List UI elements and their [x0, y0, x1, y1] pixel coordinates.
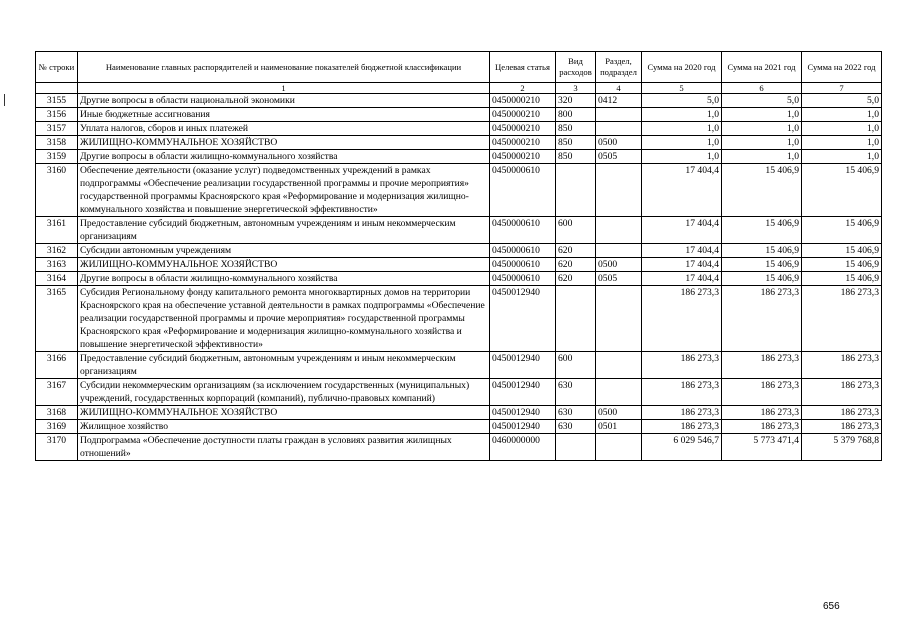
- header-sum-2021: Сумма на 2021 год: [722, 52, 802, 83]
- row-expense-type-cell: 620: [556, 244, 596, 258]
- row-sum-2020-cell: 186 273,3: [642, 286, 722, 352]
- row-expense-type-cell: 600: [556, 352, 596, 379]
- row-name-cell: Субсидия Региональному фонду капитального ремонта многоквартирных домов на территории Красноярского края на обеспечение уставной деятельности в рамках подпрограммы «Обеспечение реализации государственной программы и прочие мероприятия» государственной программы Красноярского края «Реформирование и модернизация жилищно-коммунального хозяйства и повышение энергетической эффективности»: [78, 286, 490, 352]
- index-cell: 6: [722, 83, 802, 94]
- row-target-article-cell: 0450000210: [490, 136, 556, 150]
- row-target-article-cell: 0450000610: [490, 217, 556, 244]
- row-sum-2021-cell: 15 406,9: [722, 272, 802, 286]
- row-sum-2020-cell: 186 273,3: [642, 352, 722, 379]
- row-section-cell: [596, 244, 642, 258]
- row-name-cell: Подпрограмма «Обеспечение доступности платы граждан в условиях развития жилищных отношений»: [78, 434, 490, 461]
- row-expense-type-cell: 600: [556, 217, 596, 244]
- row-name-cell: ЖИЛИЩНО-КОММУНАЛЬНОЕ ХОЗЯЙСТВО: [78, 406, 490, 420]
- row-target-article-cell: 0450012940: [490, 420, 556, 434]
- row-name-cell: ЖИЛИЩНО-КОММУНАЛЬНОЕ ХОЗЯЙСТВО: [78, 136, 490, 150]
- row-number-cell: 3164: [36, 272, 78, 286]
- row-sum-2021-cell: 15 406,9: [722, 258, 802, 272]
- table-row: [36, 272, 882, 286]
- row-number-cell: 3159: [36, 150, 78, 164]
- row-section-cell: 0412: [596, 94, 642, 108]
- row-sum-2020-cell: 5,0: [642, 94, 722, 108]
- margin-mark: [4, 94, 5, 106]
- row-sum-2022-cell: 1,0: [802, 122, 882, 136]
- row-number-cell: 3161: [36, 217, 78, 244]
- row-number-cell: 3166: [36, 352, 78, 379]
- row-target-article-cell: 0450012940: [490, 286, 556, 352]
- row-sum-2020-cell: 1,0: [642, 108, 722, 122]
- index-cell: 3: [556, 83, 596, 94]
- row-name-cell: Другие вопросы в области жилищно-коммунального хозяйства: [78, 272, 490, 286]
- row-number-cell: 3163: [36, 258, 78, 272]
- row-expense-type-cell: 630: [556, 420, 596, 434]
- table-row: [36, 108, 882, 122]
- row-section-cell: 0505: [596, 150, 642, 164]
- row-target-article-cell: 0450000610: [490, 244, 556, 258]
- row-sum-2020-cell: 17 404,4: [642, 272, 722, 286]
- row-target-article-cell: 0450012940: [490, 379, 556, 406]
- header-row: [36, 52, 882, 83]
- header-target-article: Целевая статья: [490, 52, 556, 83]
- row-expense-type-cell: 630: [556, 406, 596, 420]
- header-row-number: № строки: [36, 52, 78, 83]
- row-sum-2022-cell: 186 273,3: [802, 420, 882, 434]
- row-sum-2021-cell: 5 773 471,4: [722, 434, 802, 461]
- row-number-cell: 3156: [36, 108, 78, 122]
- row-name-cell: Субсидии автономным учреждениям: [78, 244, 490, 258]
- row-target-article-cell: 0450000610: [490, 164, 556, 217]
- table-row: [36, 94, 882, 108]
- row-sum-2022-cell: 1,0: [802, 136, 882, 150]
- row-target-article-cell: 0450000210: [490, 94, 556, 108]
- row-target-article-cell: 0450000610: [490, 272, 556, 286]
- index-cell: 1: [78, 83, 490, 94]
- row-sum-2020-cell: 17 404,4: [642, 244, 722, 258]
- row-name-cell: ЖИЛИЩНО-КОММУНАЛЬНОЕ ХОЗЯЙСТВО: [78, 258, 490, 272]
- row-expense-type-cell: [556, 286, 596, 352]
- row-sum-2020-cell: 186 273,3: [642, 406, 722, 420]
- row-number-cell: 3168: [36, 406, 78, 420]
- row-expense-type-cell: 320: [556, 94, 596, 108]
- row-number-cell: 3170: [36, 434, 78, 461]
- row-sum-2020-cell: 1,0: [642, 122, 722, 136]
- row-sum-2021-cell: 186 273,3: [722, 406, 802, 420]
- index-cell: [36, 83, 78, 94]
- row-name-cell: Предоставление субсидий бюджетным, автономным учреждениям и иным некоммерческим организациям: [78, 217, 490, 244]
- table-row: [36, 434, 882, 461]
- row-sum-2022-cell: 15 406,9: [802, 217, 882, 244]
- index-cell: 7: [802, 83, 882, 94]
- row-name-cell: Предоставление субсидий бюджетным, автономным учреждениям и иным некоммерческим организациям: [78, 352, 490, 379]
- row-sum-2021-cell: 15 406,9: [722, 164, 802, 217]
- row-number-cell: 3157: [36, 122, 78, 136]
- row-expense-type-cell: 800: [556, 108, 596, 122]
- row-target-article-cell: 0450012940: [490, 406, 556, 420]
- row-number-cell: 3167: [36, 379, 78, 406]
- row-sum-2022-cell: 186 273,3: [802, 352, 882, 379]
- row-sum-2020-cell: 1,0: [642, 150, 722, 164]
- row-sum-2021-cell: 186 273,3: [722, 352, 802, 379]
- row-sum-2022-cell: 15 406,9: [802, 244, 882, 258]
- row-section-cell: [596, 352, 642, 379]
- table-row: [36, 286, 882, 352]
- table-row: [36, 136, 882, 150]
- row-number-cell: 3155: [36, 94, 78, 108]
- row-section-cell: [596, 434, 642, 461]
- index-cell: 2: [490, 83, 556, 94]
- row-sum-2021-cell: 1,0: [722, 108, 802, 122]
- row-expense-type-cell: 850: [556, 150, 596, 164]
- row-section-cell: [596, 108, 642, 122]
- row-section-cell: [596, 122, 642, 136]
- index-cell: 5: [642, 83, 722, 94]
- row-sum-2022-cell: 1,0: [802, 150, 882, 164]
- row-name-cell: Субсидии некоммерческим организациям (за исключением государственных (муниципальных) учреждений, государственных корпораций (компаний), публично-правовых компаний): [78, 379, 490, 406]
- table-row: [36, 379, 882, 406]
- row-name-cell: Уплата налогов, сборов и иных платежей: [78, 122, 490, 136]
- header-sum-2022: Сумма на 2022 год: [802, 52, 882, 83]
- row-sum-2022-cell: 1,0: [802, 108, 882, 122]
- row-expense-type-cell: 620: [556, 272, 596, 286]
- header-sum-2020: Сумма на 2020 год: [642, 52, 722, 83]
- row-sum-2021-cell: 186 273,3: [722, 420, 802, 434]
- header-name: Наименование главных распорядителей и наименование показателей бюджетной классификации: [78, 52, 490, 83]
- row-sum-2022-cell: 5 379 768,8: [802, 434, 882, 461]
- row-number-cell: 3158: [36, 136, 78, 150]
- row-target-article-cell: 0450000210: [490, 150, 556, 164]
- header-section: Раздел, подраздел: [596, 52, 642, 83]
- row-sum-2021-cell: 5,0: [722, 94, 802, 108]
- row-expense-type-cell: 850: [556, 122, 596, 136]
- row-section-cell: [596, 164, 642, 217]
- row-target-article-cell: 0460000000: [490, 434, 556, 461]
- row-sum-2022-cell: 15 406,9: [802, 258, 882, 272]
- row-sum-2020-cell: 17 404,4: [642, 217, 722, 244]
- table-row: [36, 352, 882, 379]
- row-sum-2020-cell: 186 273,3: [642, 379, 722, 406]
- budget-table: [35, 51, 882, 461]
- row-name-cell: Иные бюджетные ассигнования: [78, 108, 490, 122]
- table-row: [36, 258, 882, 272]
- row-section-cell: 0500: [596, 136, 642, 150]
- row-name-cell: Жилищное хозяйство: [78, 420, 490, 434]
- row-sum-2021-cell: 15 406,9: [722, 217, 802, 244]
- row-sum-2022-cell: 186 273,3: [802, 286, 882, 352]
- row-target-article-cell: 0450000210: [490, 122, 556, 136]
- row-number-cell: 3162: [36, 244, 78, 258]
- row-sum-2020-cell: 1,0: [642, 136, 722, 150]
- row-expense-type-cell: [556, 164, 596, 217]
- row-sum-2020-cell: 17 404,4: [642, 258, 722, 272]
- row-section-cell: 0505: [596, 272, 642, 286]
- row-expense-type-cell: 620: [556, 258, 596, 272]
- row-sum-2021-cell: 186 273,3: [722, 379, 802, 406]
- row-sum-2020-cell: 17 404,4: [642, 164, 722, 217]
- row-sum-2022-cell: 186 273,3: [802, 379, 882, 406]
- row-sum-2020-cell: 6 029 546,7: [642, 434, 722, 461]
- row-number-cell: 3169: [36, 420, 78, 434]
- row-section-cell: [596, 217, 642, 244]
- row-expense-type-cell: 630: [556, 379, 596, 406]
- row-name-cell: Другие вопросы в области жилищно-коммунального хозяйства: [78, 150, 490, 164]
- row-name-cell: Обеспечение деятельности (оказание услуг) подведомственных учреждений в рамках подпрограммы «Обеспечение реализации государственной программы и прочие мероприятия» государственной программы Красноярского края «Реформирование и модернизация жилищно-коммунального хозяйства и повышение энергетической эффективности»: [78, 164, 490, 217]
- row-sum-2021-cell: 1,0: [722, 122, 802, 136]
- row-name-cell: Другие вопросы в области национальной экономики: [78, 94, 490, 108]
- row-sum-2021-cell: 186 273,3: [722, 286, 802, 352]
- row-sum-2022-cell: 186 273,3: [802, 406, 882, 420]
- row-section-cell: [596, 379, 642, 406]
- table-body: [36, 94, 882, 461]
- row-target-article-cell: 0450012940: [490, 352, 556, 379]
- page-number: 656: [823, 601, 840, 612]
- column-index-row: [36, 83, 882, 94]
- table-row: [36, 122, 882, 136]
- table-row: [36, 164, 882, 217]
- row-section-cell: [596, 286, 642, 352]
- row-target-article-cell: 0450000610: [490, 258, 556, 272]
- row-expense-type-cell: 850: [556, 136, 596, 150]
- row-target-article-cell: 0450000210: [490, 108, 556, 122]
- table-row: [36, 217, 882, 244]
- row-sum-2020-cell: 186 273,3: [642, 420, 722, 434]
- row-sum-2021-cell: 15 406,9: [722, 244, 802, 258]
- table-row: [36, 406, 882, 420]
- row-sum-2022-cell: 15 406,9: [802, 164, 882, 217]
- table-row: [36, 150, 882, 164]
- row-section-cell: 0501: [596, 420, 642, 434]
- row-number-cell: 3160: [36, 164, 78, 217]
- table-row: [36, 420, 882, 434]
- row-section-cell: 0500: [596, 406, 642, 420]
- row-sum-2022-cell: 5,0: [802, 94, 882, 108]
- row-sum-2021-cell: 1,0: [722, 136, 802, 150]
- row-section-cell: 0500: [596, 258, 642, 272]
- header-expense-type: Вид расходов: [556, 52, 596, 83]
- index-cell: 4: [596, 83, 642, 94]
- row-sum-2022-cell: 15 406,9: [802, 272, 882, 286]
- table-row: [36, 244, 882, 258]
- row-sum-2021-cell: 1,0: [722, 150, 802, 164]
- row-number-cell: 3165: [36, 286, 78, 352]
- row-expense-type-cell: [556, 434, 596, 461]
